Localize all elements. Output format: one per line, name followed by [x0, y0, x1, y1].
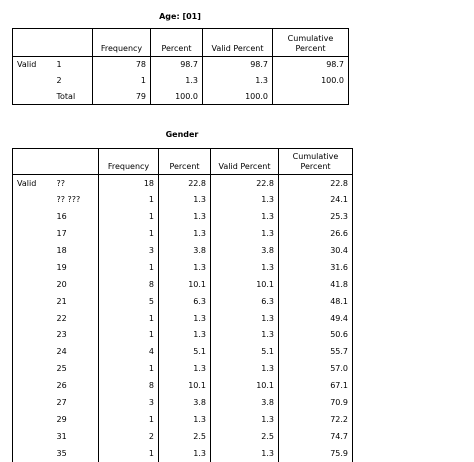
valid-percent-cell: 1.3: [211, 327, 279, 344]
table-row: [13, 394, 353, 411]
percent-cell: 98.7: [151, 57, 203, 73]
row-label: 23: [56, 330, 67, 340]
valid-percent-cell: 1.3: [211, 191, 279, 208]
row-label: 1: [56, 60, 62, 70]
row-label: 29: [56, 414, 67, 424]
empty-cell: [13, 242, 53, 259]
frequency-cell: 8: [99, 377, 159, 394]
cumulative-percent-cell: 100.0: [273, 73, 349, 89]
row-label: 18: [56, 246, 67, 255]
gender-frequency-table: [12, 148, 353, 462]
cumulative-percent-cell: 75.9: [279, 445, 353, 462]
table-row: [13, 343, 353, 360]
percent-cell: 10.1: [159, 377, 211, 394]
frequency-cell: 2: [99, 428, 159, 445]
table-row: [13, 191, 353, 208]
empty-cell: [13, 191, 53, 208]
empty-cell: [13, 89, 53, 105]
cumulative-percent-cell: 49.4: [279, 310, 353, 327]
cumulative-percent-cell: 25.3: [279, 208, 353, 225]
empty-cell: [13, 411, 53, 428]
row-label: ?? ???: [56, 195, 81, 205]
table-row: [13, 360, 353, 377]
row-label: 17: [56, 229, 67, 239]
empty-cell: [13, 259, 53, 276]
frequency-cell: 4: [99, 343, 159, 360]
empty-cell: [13, 377, 53, 394]
valid-percent-cell: 1.3: [211, 411, 279, 428]
cumulative-percent-cell: 31.6: [279, 259, 353, 276]
table-row: [13, 175, 353, 192]
empty-cell: [13, 276, 53, 293]
percent-cell: 1.3: [159, 327, 211, 344]
empty-cell: [13, 428, 53, 445]
row-label: 22: [56, 313, 67, 323]
gender-group-label: Valid: [13, 175, 53, 192]
row-label: 19: [56, 262, 67, 272]
table-row: [13, 327, 353, 344]
valid-percent-cell: 22.8: [211, 175, 279, 192]
frequency-cell: 1: [99, 327, 159, 344]
row-label: 20: [56, 279, 67, 289]
age-header-valid-percent: Valid Percent: [203, 29, 273, 57]
cumulative-percent-cell: 70.9: [279, 394, 353, 411]
cumulative-percent-cell: 41.8: [279, 276, 353, 293]
gender-table-title: Gender: [165, 130, 199, 139]
row-label: 21: [56, 296, 67, 306]
empty-cell: [13, 394, 53, 411]
age-header-corner: [13, 29, 93, 57]
frequency-cell: 78: [93, 57, 151, 73]
table-row: [13, 57, 349, 73]
percent-cell: 1.3: [159, 445, 211, 462]
percent-cell: 6.3: [159, 293, 211, 310]
frequency-cell: 1: [99, 259, 159, 276]
table-row: [13, 242, 353, 259]
valid-percent-cell: 10.1: [211, 377, 279, 394]
valid-percent-cell: 100.0: [203, 89, 273, 105]
percent-cell: 1.3: [159, 259, 211, 276]
frequency-cell: 1: [99, 191, 159, 208]
valid-percent-cell: 1.3: [211, 225, 279, 242]
percent-cell: 1.3: [159, 191, 211, 208]
cumulative-percent-cell: 24.1: [279, 191, 353, 208]
frequency-cell: 3: [99, 394, 159, 411]
percent-cell: 1.3: [159, 225, 211, 242]
valid-percent-cell: 2.5: [211, 428, 279, 445]
table-row: [13, 411, 353, 428]
percent-cell: 1.3: [159, 411, 211, 428]
row-label: 16: [56, 212, 67, 222]
table-row: [13, 208, 353, 225]
percent-cell: 1.3: [151, 73, 203, 89]
row-label: 26: [56, 381, 67, 391]
frequency-cell: 5: [99, 293, 159, 310]
percent-cell: 100.0: [151, 89, 203, 105]
frequency-cell: 1: [93, 73, 151, 89]
empty-cell: [13, 343, 53, 360]
table-row: [13, 225, 353, 242]
valid-percent-cell: 3.8: [211, 242, 279, 259]
percent-cell: 1.3: [159, 208, 211, 225]
frequency-cell: 3: [99, 242, 159, 259]
gender-header-cumulative-percent: Cumulative Percent: [279, 149, 353, 175]
empty-cell: [13, 208, 53, 225]
frequency-cell: 1: [99, 445, 159, 462]
age-header-cumulative-percent: Cumulative Percent: [273, 29, 349, 57]
valid-percent-cell: 1.3: [203, 73, 273, 89]
cumulative-percent-cell: [273, 89, 349, 105]
table-row: [13, 259, 353, 276]
frequency-cell: 1: [99, 208, 159, 225]
percent-cell: 10.1: [159, 276, 211, 293]
table-row: [13, 377, 353, 394]
cumulative-percent-cell: 26.6: [279, 225, 353, 242]
row-label: 31: [56, 431, 67, 441]
valid-percent-cell: 1.3: [211, 360, 279, 377]
row-label: Total: [53, 89, 93, 105]
valid-percent-cell: 1.3: [211, 310, 279, 327]
valid-percent-cell: 1.3: [211, 208, 279, 225]
valid-percent-cell: 10.1: [211, 276, 279, 293]
percent-cell: 1.3: [159, 310, 211, 327]
empty-cell: [13, 327, 53, 344]
cumulative-percent-cell: 22.8: [279, 175, 353, 192]
cumulative-percent-cell: 50.6: [279, 327, 353, 344]
table-row: [13, 310, 353, 327]
valid-percent-cell: 6.3: [211, 293, 279, 310]
cumulative-percent-cell: 98.7: [273, 57, 349, 73]
age-header-frequency: Frequency: [93, 29, 151, 57]
row-label: 35: [56, 448, 67, 458]
row-label: 27: [56, 398, 67, 408]
row-label: 2: [56, 76, 62, 85]
gender-header-percent: Percent: [159, 149, 211, 175]
percent-cell: 5.1: [159, 343, 211, 360]
frequency-cell: 1: [99, 360, 159, 377]
cumulative-percent-cell: 74.7: [279, 428, 353, 445]
frequency-cell: 1: [99, 310, 159, 327]
valid-percent-cell: 3.8: [211, 394, 279, 411]
table-row: [13, 89, 349, 105]
percent-cell: 3.8: [159, 242, 211, 259]
percent-cell: 1.3: [159, 360, 211, 377]
empty-cell: [13, 73, 53, 89]
valid-percent-cell: 1.3: [211, 259, 279, 276]
percent-cell: 3.8: [159, 394, 211, 411]
row-label: 25: [56, 364, 67, 374]
age-frequency-table: [12, 28, 349, 105]
frequency-cell: 1: [99, 411, 159, 428]
gender-header-frequency: Frequency: [99, 149, 159, 175]
cumulative-percent-cell: 48.1: [279, 293, 353, 310]
valid-percent-cell: 1.3: [211, 445, 279, 462]
table-row: [13, 73, 349, 89]
table-row: [13, 276, 353, 293]
table-row: [13, 445, 353, 462]
row-label: ??: [56, 178, 65, 188]
table-row: [13, 428, 353, 445]
valid-percent-cell: 5.1: [211, 343, 279, 360]
empty-cell: [13, 360, 53, 377]
valid-percent-cell: 98.7: [203, 57, 273, 73]
table-row: [13, 293, 353, 310]
cumulative-percent-cell: 55.7: [279, 343, 353, 360]
row-label: 24: [56, 347, 67, 357]
cumulative-percent-cell: 67.1: [279, 377, 353, 394]
empty-cell: [13, 445, 53, 462]
cumulative-percent-cell: 72.2: [279, 411, 353, 428]
percent-cell: 22.8: [159, 175, 211, 192]
empty-cell: [13, 310, 53, 327]
age-group-label: Valid: [13, 57, 53, 73]
frequency-cell: 18: [99, 175, 159, 192]
frequency-cell: 79: [93, 89, 151, 105]
empty-cell: [13, 225, 53, 242]
gender-header-corner: [13, 149, 99, 175]
age-table-title: Age: [01]: [159, 12, 201, 21]
percent-cell: 2.5: [159, 428, 211, 445]
frequency-cell: 1: [99, 225, 159, 242]
empty-cell: [13, 293, 53, 310]
cumulative-percent-cell: 57.0: [279, 360, 353, 377]
age-header-percent: Percent: [151, 29, 203, 57]
frequency-cell: 8: [99, 276, 159, 293]
cumulative-percent-cell: 30.4: [279, 242, 353, 259]
gender-header-valid-percent: Valid Percent: [211, 149, 279, 175]
